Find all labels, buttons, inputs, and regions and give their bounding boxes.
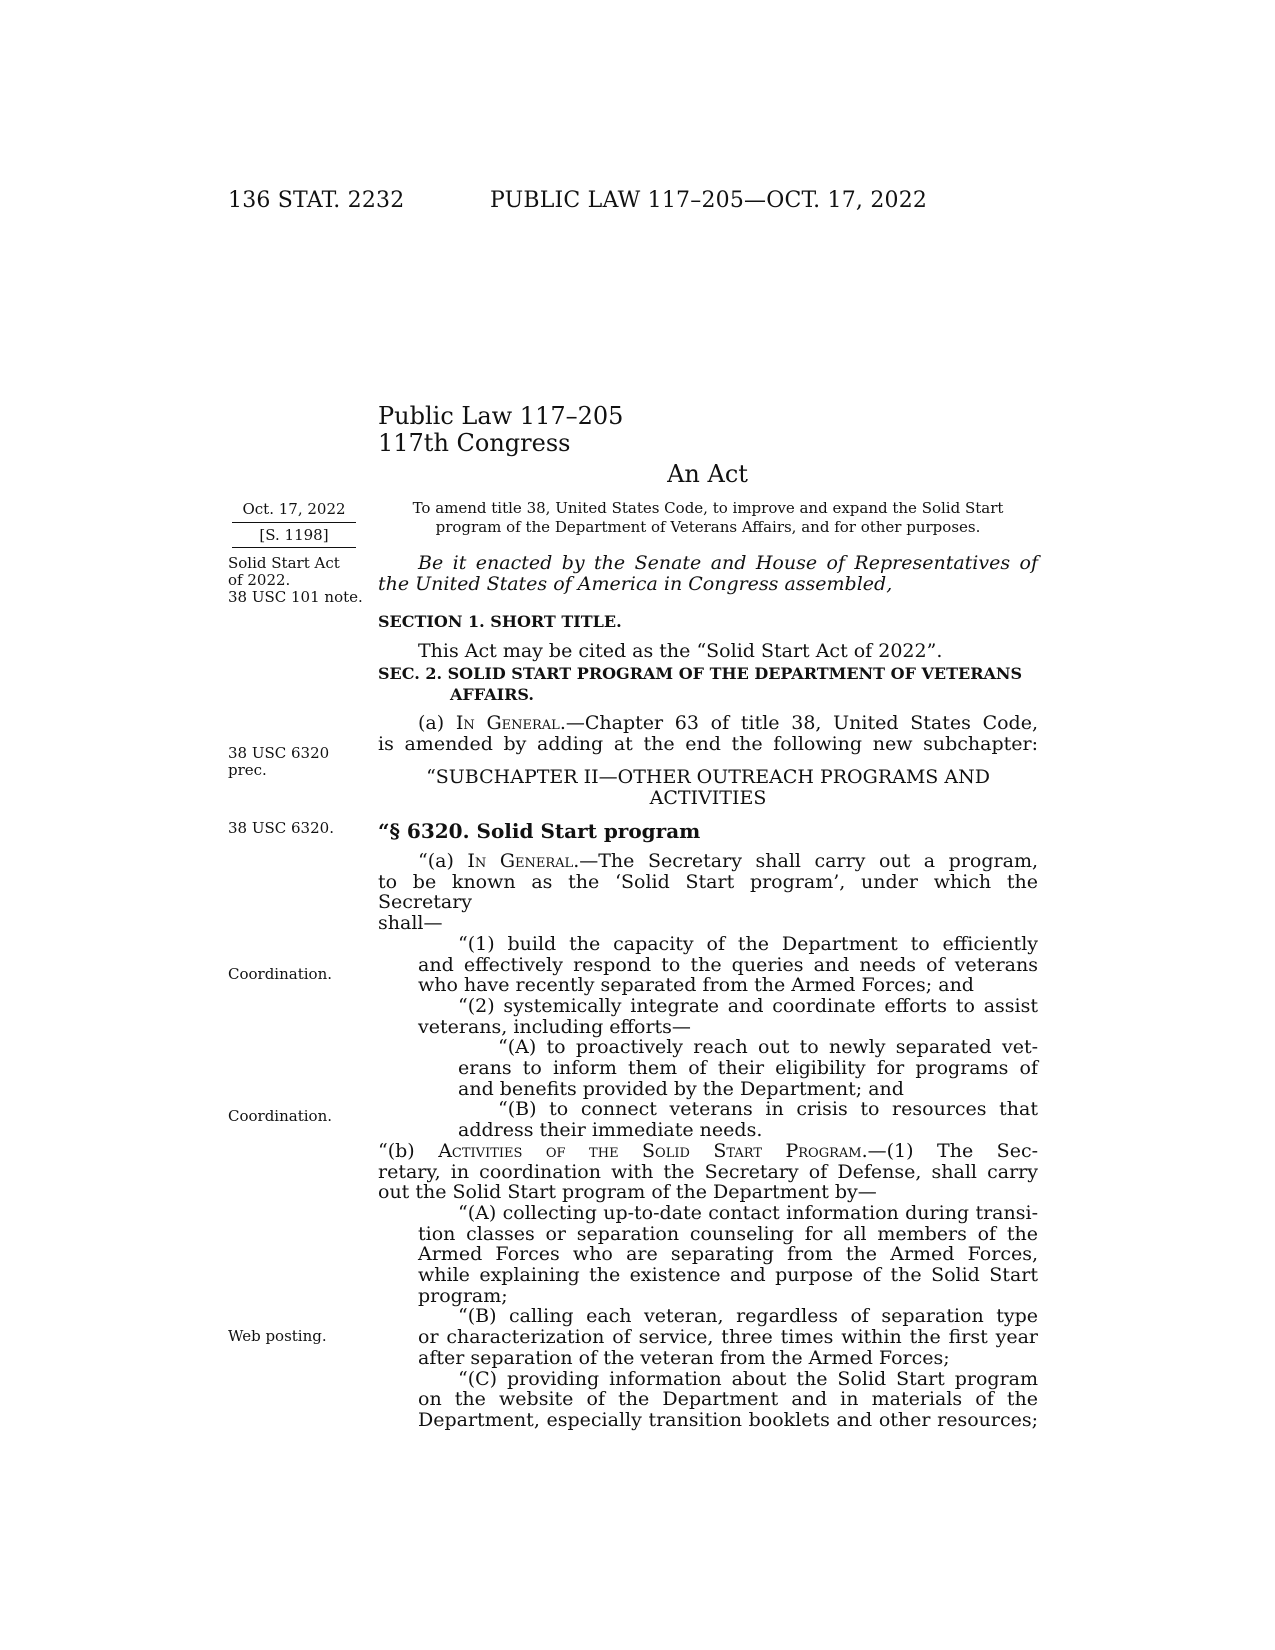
margin-note-section: 38 USC 6320. <box>228 819 334 837</box>
text-line <box>378 851 1038 872</box>
text-line: “(1) build the capacity of the Department to efficiently <box>458 932 1038 955</box>
paragraph-text: .—The Secretary shall carry out a program, <box>573 850 1038 872</box>
paragraph-label: “(b) <box>378 1139 439 1162</box>
paragraph-text: .—Chapter 63 of title 38, United States Code, <box>559 712 1038 734</box>
text-line: after separation of the veteran from the Armed Forces; <box>418 1346 950 1369</box>
paragraph-caption: In General <box>467 850 574 872</box>
paragraph-label: “(a) <box>418 850 468 872</box>
title-block <box>378 403 623 457</box>
text-line: “(2) systemically integrate and coordinate efforts to assist <box>458 994 1038 1017</box>
section-2a <box>378 713 1038 754</box>
section-1-heading: SECTION 1. SHORT TITLE. <box>378 612 622 631</box>
text-line: to be known as the ‘Solid Start program’, under which the Secretary <box>378 870 1038 914</box>
text-line <box>378 1141 1038 1162</box>
purpose-line: program of the Department of Veterans Affairs, and for other purposes. <box>435 518 981 536</box>
an-act-heading: An Act <box>667 460 748 488</box>
running-header <box>228 188 928 222</box>
paragraph-label: (a) <box>418 712 456 734</box>
section-2-heading-line: AFFAIRS. <box>450 685 534 704</box>
date-box <box>232 500 356 548</box>
enacting-clause <box>378 553 1038 594</box>
section-2-heading-line: SEC. 2. SOLID START PROGRAM OF THE DEPARTMENT OF VETERANS <box>378 664 1023 683</box>
stat-page-number: 136 STAT. 2232 <box>228 188 405 213</box>
purpose-line: To amend title 38, United States Code, to improve and expand the Solid Start <box>412 499 1004 517</box>
law-number: Public Law 117–205 <box>378 402 624 430</box>
text-line: Armed Forces who are separating from the Armed Forces, <box>418 1243 1038 1266</box>
text-line: “(A) to proactively reach out to newly separated vet- <box>498 1036 1038 1059</box>
margin-note-line: 38 USC 101 note. <box>228 588 363 606</box>
purpose-clause <box>378 499 1038 537</box>
margin-note-line: Solid Start Act <box>228 554 340 572</box>
congress: 117th Congress <box>378 429 571 457</box>
subchapter-heading <box>378 767 1038 808</box>
margin-note-line: of 2022. <box>228 571 291 589</box>
text-line: address their immediate needs. <box>458 1119 763 1142</box>
section-6320-body <box>378 851 1038 1431</box>
margin-note-short-title <box>228 555 363 606</box>
text-line: and effectively respond to the queries and needs of veterans <box>418 953 1038 976</box>
bill-number: [S. 1198] <box>232 523 356 548</box>
enactment-date: Oct. 17, 2022 <box>232 500 356 523</box>
text-line: program; <box>418 1284 508 1307</box>
text-line: erans to inform them of their eligibility for programs of <box>458 1057 1038 1080</box>
text-line: on the website of the Department and in materials of the <box>418 1388 1038 1411</box>
enacting-line: the United States of America in Congress assembled, <box>378 572 893 595</box>
section-2a-line: is amended by adding at the end the following new subchapter: <box>378 732 1038 755</box>
text-line: “(B) to connect veterans in crisis to resources that <box>498 1098 1038 1121</box>
text-line: or characterization of service, three times within the first year <box>418 1326 1038 1349</box>
margin-note-line: 38 USC 6320 <box>228 744 330 762</box>
text-line: shall— <box>378 912 443 935</box>
text-line: who have recently separated from the Armed Forces; and <box>418 974 974 997</box>
paragraph-caption: In General <box>455 712 560 734</box>
section-1-text <box>378 641 1038 662</box>
running-title: PUBLIC LAW 117–205—OCT. 17, 2022 <box>490 188 928 213</box>
text-line: “(A) collecting up-to-date contact information during transi- <box>458 1201 1038 1224</box>
section-1-line: This Act may be cited as the “Solid Start Act of 2022”. <box>418 640 943 662</box>
section-6320-heading: “§ 6320. Solid Start program <box>378 819 701 843</box>
margin-note-coordination: Coordination. <box>228 1107 332 1125</box>
text-line: “(C) providing information about the Solid Start program <box>458 1367 1038 1390</box>
text-line: veterans, including efforts— <box>418 1015 691 1038</box>
margin-note-coordination: Coordination. <box>228 965 332 983</box>
section-2-heading <box>378 663 1033 705</box>
text-line: while explaining the existence and purpose of the Solid Start <box>418 1264 1038 1287</box>
text-line: retary, in coordination with the Secretary of Defense, shall carry <box>378 1160 1038 1183</box>
text-line: Department, especially transition booklets and other resources; <box>418 1408 1038 1431</box>
section-2a-line <box>378 713 1038 734</box>
margin-note-subchapter <box>228 745 329 779</box>
text-line: out the Solid Start program of the Department by— <box>378 1181 877 1204</box>
text-line: and benefits provided by the Department; and <box>458 1077 904 1100</box>
margin-note-web-posting: Web posting. <box>228 1327 327 1345</box>
margin-note-line: prec. <box>228 761 267 779</box>
paragraph-caption: Activities of the Solid Start Program <box>438 1139 862 1162</box>
paragraph-text: .—(1) The Sec- <box>861 1139 1038 1162</box>
text-line: “(B) calling each veteran, regardless of separation type <box>458 1305 1038 1328</box>
text-line: tion classes or separation counseling for all members of the <box>418 1222 1038 1245</box>
enacting-line: Be it enacted by the Senate and House of Representatives of <box>418 552 1038 574</box>
subchapter-heading-line: “SUBCHAPTER II—OTHER OUTREACH PROGRAMS AND <box>426 766 990 788</box>
subchapter-heading-line: ACTIVITIES <box>649 786 767 809</box>
